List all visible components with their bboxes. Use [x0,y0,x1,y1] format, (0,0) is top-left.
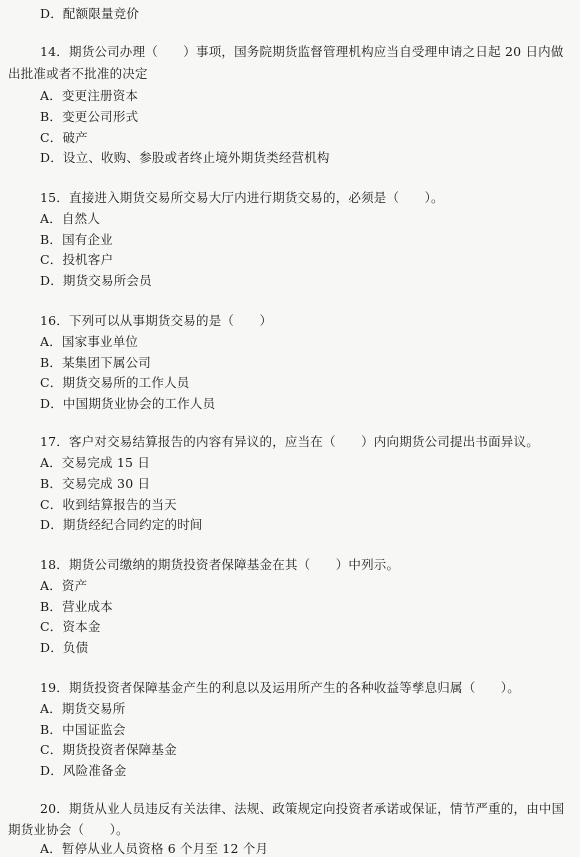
question-18-stem: 18．期货公司缴纳的期货投资者保障基金在其（ ）中列示。 [40,557,400,572]
question-16-option-a: A．国家事业单位 [40,334,139,349]
question-20-option-a: A．暂停从业人员资格 6 个月至 12 个月 [40,841,269,856]
question-17-option-c: C．收到结算报告的当天 [40,497,177,512]
question-15-option-c: C．投机客户 [40,252,114,267]
question-14-option-b: B．变更公司形式 [40,109,139,124]
question-20-stem: 20．期货从业人员违反有关法律、法规、政策规定向投资者承诺或保证，情节严重的，由中国 [40,801,565,816]
question-14-stem-continued: 出批准或者不批准的决定 [8,66,148,81]
question-19-option-b: B．中国证监会 [40,722,126,737]
question-17-option-a: A．交易完成 15 日 [40,455,151,470]
question-17-stem: 17．客户对交易结算报告的内容有异议的，应当在（ ）内向期货公司提出书面异议。 [40,434,539,449]
question-19-stem: 19．期货投资者保障基金产生的利息以及运用所产生的各种收益等孳息归属（ ）。 [40,680,520,695]
question-15-option-a: A．自然人 [40,211,101,226]
question-18-option-c: C．资本金 [40,619,101,634]
question-16-option-c: C．期货交易所的工作人员 [40,375,190,390]
question-15-option-d: D．期货交易所会员 [40,273,152,288]
question-14-stem: 14．期货公司办理（ ）事项，国务院期货监督管理机构应当自受理申请之日起 20 日内做 [40,44,564,59]
question-17-option-b: B．交易完成 30 日 [40,476,151,491]
question-16-stem: 16．下列可以从事期货交易的是（ ） [40,313,273,328]
prev-question-option-d: D．配额限量竞价 [40,6,140,21]
question-15-option-b: B．国有企业 [40,232,113,247]
question-19-option-d: D．风险准备金 [40,763,127,778]
question-14-option-a: A．变更注册资本 [40,88,139,103]
question-16-option-b: B．某集团下属公司 [40,355,151,370]
question-14-option-c: C．破产 [40,130,88,145]
question-18-option-b: B．营业成本 [40,599,113,614]
question-18-option-d: D．负债 [40,640,89,655]
question-19-option-c: C．期货投资者保障基金 [40,742,177,757]
question-15-stem: 15．直接进入期货交易所交易大厅内进行期货交易的，必须是（ ）。 [40,190,444,205]
question-14-option-d: D．设立、收购、参股或者终止境外期货类经营机构 [40,150,330,165]
question-17-option-d: D．期货经纪合同约定的时间 [40,517,203,532]
question-19-option-a: A．期货交易所 [40,701,126,716]
question-20-stem-continued: 期货业协会（ ）。 [8,822,129,837]
question-16-option-d: D．中国期货业协会的工作人员 [40,396,216,411]
question-18-option-a: A．资产 [40,578,88,593]
